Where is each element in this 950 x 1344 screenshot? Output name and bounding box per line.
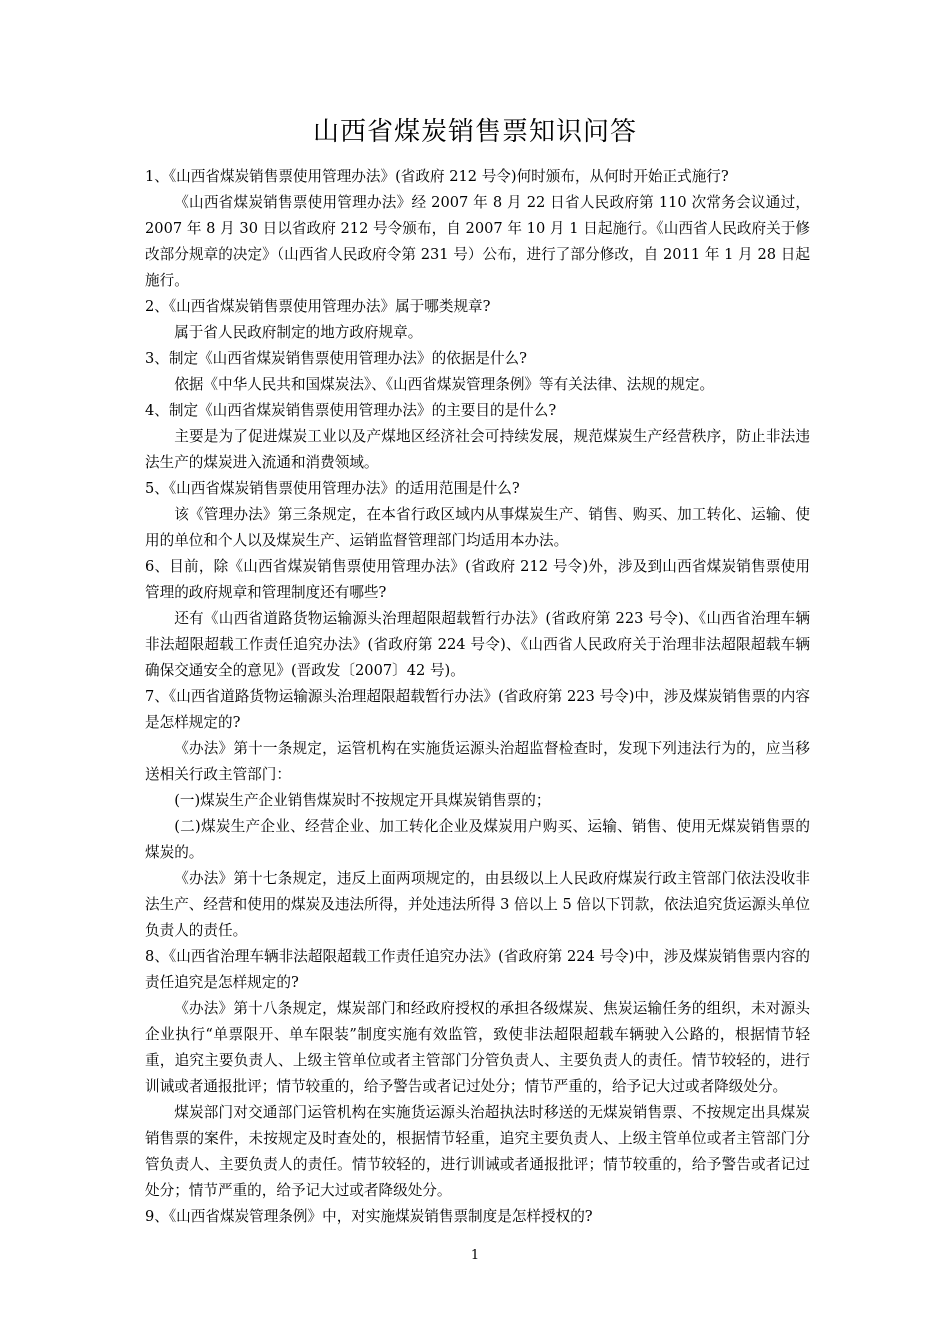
question-paragraph: 3、制定《山西省煤炭销售票使用管理办法》的依据是什么? (145, 350, 527, 367)
question-paragraph: 2、《山西省煤炭销售票使用管理办法》属于哪类规章? (145, 298, 491, 315)
answer-paragraph: 依据《中华人民共和国煤炭法》、《山西省煤炭管理条例》等有关法律、法规的规定。 (174, 376, 715, 393)
question-paragraph: 5、《山西省煤炭销售票使用管理办法》的适用范围是什么? (145, 480, 520, 497)
answer-paragraph: 《办法》第十一条规定，运管机构在实施货运源头治超监督检查时，发现下列违法行为的，应当移送相关行政主管部门： (145, 740, 810, 783)
answer-paragraph: 属于省人民政府制定的地方政府规章。 (174, 324, 423, 341)
answer-paragraph: 主要是为了促进煤炭工业以及产煤地区经济社会可持续发展，规范煤炭生产经营秩序，防止非法违法生产的煤炭进入流通和消费领域。 (145, 428, 810, 471)
answer-paragraph: (一)煤炭生产企业销售煤炭时不按规定开具煤炭销售票的； (174, 792, 551, 809)
answer-paragraph: 该《管理办法》第三条规定，在本省行政区域内从事煤炭生产、销售、购买、加工转化、运输、使用的单位和个人以及煤炭生产、运销监督管理部门均适用本办法。 (145, 506, 810, 549)
answer-paragraph: 《山西省煤炭销售票使用管理办法》经 2007 年 8 月 22 日省人民政府第 110 次常务会议通过，2007 年 8 月 30 日以省政府 212 号令颁布，自 2007 年 10 月 1 日起施行。《山西省人民政府关于修改部分规章的决定》（山西省人民政府令第 231 号）公布，进行了部分修改，自 2011 年 1 月 28 日起施行。 (145, 194, 810, 289)
answer-paragraph: 《办法》第十八条规定，煤炭部门和经政府授权的承担各级煤炭、焦炭运输任务的组织，未对源头企业执行“单票限开、单车限装”制度实施有效监管，致使非法超限超载车辆驶入公路的，根据情节轻重，追究主要负责人、上级主管单位或者主管部门分管负责人、主要负责人的责任。情节较轻的，进行训诫或者通报批评；情节较重的，给予警告或者记过处分；情节严重的，给予记大过或者降级处分。 (145, 1000, 810, 1095)
question-paragraph: 1、《山西省煤炭销售票使用管理办法》(省政府 212 号令)何时颁布，从何时开始正式施行? (145, 168, 729, 185)
question-paragraph: 7、《山西省道路货物运输源头治理超限超载暂行办法》(省政府第 223 号令)中，涉及煤炭销售票的内容是怎样规定的? (145, 688, 810, 731)
answer-paragraph: 还有《山西省道路货物运输源头治理超限超载暂行办法》(省政府第 223 号令)、《山西省治理车辆非法超限超载工作责任追究办法》(省政府第 224 号令)、《山西省人民政府关于治理非法超限超载车辆确保交通安全的意见》(晋政发〔2007〕42 号)。 (145, 610, 810, 679)
answer-paragraph: 煤炭部门对交通部门运管机构在实施货运源头治超执法时移送的无煤炭销售票、不按规定出具煤炭销售票的案件，未按规定及时查处的，根据情节轻重，追究主要负责人、上级主管单位或者主管部门分管负责人、主要负责人的责任。情节较轻的，进行训诫或者通报批评；情节较重的，给予警告或者记过处分；情节严重的，给予记大过或者降级处分。 (145, 1104, 810, 1199)
question-paragraph: 9、《山西省煤炭管理条例》中，对实施煤炭销售票制度是怎样授权的? (145, 1208, 593, 1225)
answer-paragraph: 《办法》第十七条规定，违反上面两项规定的，由县级以上人民政府煤炭行政主管部门依法没收非法生产、经营和使用的煤炭及违法所得，并处违法所得 3 倍以上 5 倍以下罚款，依法追究货运源头单位负责人的责任。 (145, 870, 810, 939)
question-paragraph: 4、制定《山西省煤炭销售票使用管理办法》的主要目的是什么? (145, 402, 557, 419)
question-paragraph: 6、目前，除《山西省煤炭销售票使用管理办法》(省政府 212 号令)外，涉及到山西省煤炭销售票使用管理的政府规章和管理制度还有哪些? (145, 558, 810, 601)
question-paragraph: 8、《山西省治理车辆非法超限超载工作责任追究办法》(省政府第 224 号令)中，涉及煤炭销售票内容的责任追究是怎样规定的? (145, 948, 810, 991)
page-number: 1 (470, 1248, 480, 1263)
document-body (145, 164, 810, 1230)
answer-paragraph: (二)煤炭生产企业、经营企业、加工转化企业及煤炭用户购买、运输、销售、使用无煤炭销售票的煤炭的。 (145, 818, 810, 861)
document-title: 山西省煤炭销售票知识问答 (312, 117, 637, 147)
